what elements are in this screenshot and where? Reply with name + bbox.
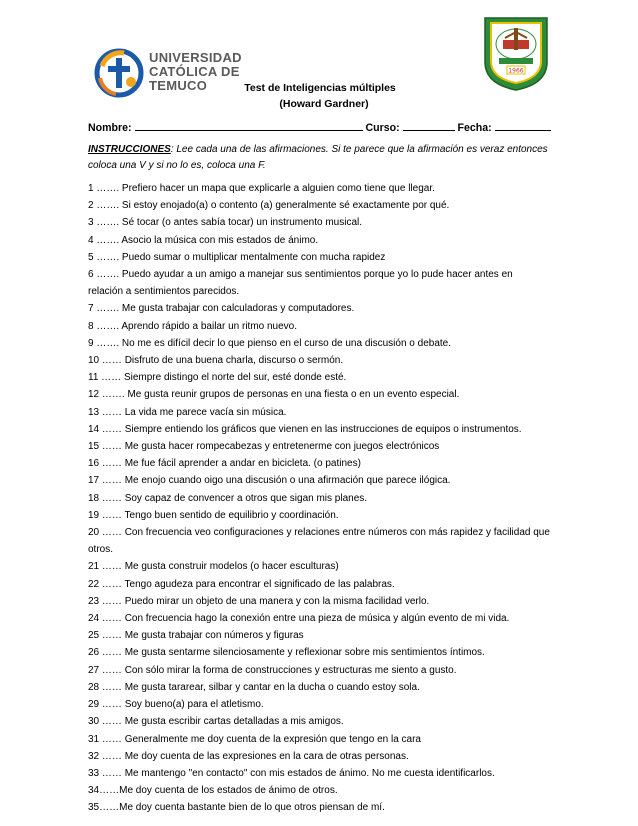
item-text: Tengo buen sentido de equilibrio y coordinación.	[124, 509, 339, 521]
answer-blank[interactable]: …….	[93, 320, 122, 332]
list-item	[88, 696, 550, 713]
list-item	[88, 335, 550, 352]
item-number: 16	[88, 458, 100, 470]
list-item	[88, 180, 550, 197]
item-text: No me es difícil decir lo que pienso en el curso de una discusión o debate.	[121, 337, 451, 349]
item-number: 24	[88, 613, 100, 625]
student-info-line	[88, 121, 551, 134]
item-number: 4	[88, 234, 94, 246]
answer-blank[interactable]: ……	[99, 492, 125, 504]
university-name-line1: UNIVERSIDAD	[149, 50, 242, 65]
item-text: Puedo mirar un objeto de una manera y con la misma facilidad verlo.	[124, 595, 430, 607]
answer-blank[interactable]: ……	[99, 647, 125, 659]
item-number: 22	[88, 578, 100, 590]
item-text: Soy capaz de convencer a otros que sigan mis planes.	[124, 492, 368, 504]
list-item	[88, 782, 550, 799]
item-number: 25	[88, 630, 100, 642]
answer-blank[interactable]: …….	[93, 251, 122, 263]
list-item	[88, 352, 550, 369]
item-text: Con frecuencia veo configuraciones y relaciones entre números con más rapidez y facilidad que otros.	[88, 527, 550, 556]
item-text: Puedo sumar o multiplicar mentalmente con mucha rapidez	[121, 251, 386, 263]
item-text: Prefiero hacer un mapa que explicarle a alguien como tiene que llegar.	[121, 183, 435, 194]
list-item	[88, 558, 550, 575]
list-item	[88, 627, 550, 644]
answer-blank[interactable]: ……	[99, 613, 125, 625]
item-text: Me doy cuenta de las expresiones en la cara de otras personas.	[124, 750, 409, 762]
curso-blank[interactable]	[403, 121, 455, 131]
seal-year: 1966	[508, 67, 524, 75]
answer-blank[interactable]: ……	[99, 630, 125, 642]
answer-blank[interactable]: …….	[93, 269, 122, 281]
answer-blank[interactable]: ……	[99, 681, 125, 693]
page-title: Test de Inteligencias múltiples	[244, 82, 396, 94]
item-number: 28	[88, 681, 100, 693]
item-text: Asocio la música con mis estados de ánimo.	[121, 234, 319, 246]
answer-blank[interactable]: ……	[98, 372, 124, 384]
item-number: 14	[88, 423, 100, 435]
item-text: Con frecuencia hago la conexión entre una pieza de música y algún evento de mi vida.	[124, 613, 510, 625]
instructions-label: INSTRUCCIONES	[88, 144, 171, 155]
item-number: 9	[88, 337, 94, 349]
answer-blank[interactable]: …….	[93, 303, 122, 315]
university-name-line3: TEMUCO	[149, 78, 208, 93]
item-number: 34	[88, 785, 100, 797]
item-text: Sé tocar (o antes sabía tocar) un instrumento musical.	[121, 217, 363, 229]
list-item	[88, 610, 550, 627]
fecha-label: Fecha:	[457, 122, 492, 134]
university-name-line2: CATÓLICA DE	[149, 64, 240, 79]
item-number: 2	[88, 200, 94, 212]
answer-blank[interactable]: …….	[93, 217, 122, 229]
instructions	[88, 142, 550, 174]
item-text: Aprendo rápido a bailar un ritmo nuevo.	[121, 320, 298, 332]
item-number: 18	[88, 492, 100, 504]
item-text: Me gusta escribir cartas detalladas a mis amigos.	[124, 716, 344, 728]
school-seal-icon	[481, 14, 551, 92]
list-item	[88, 507, 550, 524]
answer-blank[interactable]: ……	[99, 785, 120, 797]
item-number: 26	[88, 647, 100, 659]
answer-blank[interactable]: ……	[99, 578, 125, 590]
answer-blank[interactable]: ……	[99, 458, 125, 470]
list-item	[88, 421, 550, 438]
list-item	[88, 713, 550, 730]
list-item	[88, 731, 550, 748]
university-emblem-icon	[94, 48, 146, 98]
item-number: 5	[88, 251, 94, 263]
list-item	[88, 249, 550, 266]
item-text: La vida me parece vacía sin música.	[124, 406, 287, 418]
answer-blank[interactable]: ……	[99, 475, 125, 487]
item-number: 27	[88, 664, 100, 676]
list-item	[88, 318, 550, 335]
item-number: 11	[88, 372, 99, 384]
item-text: Disfruto de una buena charla, discurso o sermón.	[124, 355, 344, 367]
answer-blank[interactable]: ……	[99, 664, 125, 676]
item-text: Tengo agudeza para encontrar el significado de las palabras.	[124, 578, 395, 590]
answer-blank[interactable]: …….	[93, 183, 122, 194]
answer-blank[interactable]: ……	[99, 733, 125, 745]
school-seal	[481, 14, 551, 92]
item-number: 33	[88, 767, 100, 779]
item-text: Generalmente me doy cuenta de la expresión que tengo en la cara	[124, 733, 421, 745]
item-text: Siempre entiendo los gráficos que vienen en las instrucciones de equipos o instrumentos.	[124, 423, 522, 435]
item-number: 15	[88, 441, 100, 453]
item-number: 10	[88, 355, 100, 367]
list-item	[88, 765, 550, 782]
item-text: Me gusta reunir grupos de personas en una fiesta o en un evento especial.	[127, 389, 460, 401]
document-title	[220, 80, 420, 112]
item-number: 13	[88, 406, 100, 418]
item-number: 3	[88, 217, 94, 229]
answer-blank[interactable]: ……	[99, 561, 125, 573]
list-item	[88, 748, 550, 765]
list-item	[88, 455, 550, 472]
item-number: 23	[88, 595, 100, 607]
list-item	[88, 266, 550, 300]
item-text: Soy bueno(a) para el atletismo.	[124, 699, 264, 711]
list-item	[88, 197, 550, 214]
answer-blank[interactable]: ……	[99, 423, 125, 435]
item-text: Me gusta sentarme silenciosamente y reflexionar sobre mis sentimientos íntimos.	[124, 647, 485, 659]
answer-blank[interactable]: …….	[93, 200, 122, 212]
item-number: 30	[88, 716, 100, 728]
list-item	[88, 593, 550, 610]
page-subtitle: (Howard Gardner)	[279, 98, 369, 110]
item-text: Me doy cuenta de los estados de ánimo de otros.	[119, 785, 338, 797]
answer-blank[interactable]: ……	[99, 750, 125, 762]
list-item	[88, 404, 550, 421]
answer-blank[interactable]: ……	[99, 716, 125, 728]
item-text: Me gusta tararear, silbar y cantar en la ducha o cuando estoy sola.	[124, 681, 420, 693]
item-text: Me fue fácil aprender a andar en bicicleta. (o patines)	[124, 458, 361, 470]
item-number: 29	[88, 699, 100, 711]
list-item	[88, 386, 550, 403]
item-text: Me doy cuenta bastante bien de lo que otros piensan de mí.	[119, 802, 385, 814]
item-number: 6	[88, 269, 94, 281]
list-item	[88, 232, 550, 249]
item-number: 20	[88, 527, 100, 539]
curso-label: Curso:	[365, 122, 400, 134]
item-text: Me mantengo "en contacto" con mis estados de ánimo. No me cuesta identificarlos.	[124, 767, 495, 779]
list-item	[88, 662, 550, 679]
item-text: Me gusta hacer rompecabezas y entretenerme con juegos electrónicos	[124, 441, 440, 453]
answer-blank[interactable]: …….	[93, 234, 122, 246]
item-number: 1	[88, 183, 94, 194]
answer-blank[interactable]: ……	[99, 699, 125, 711]
list-item	[88, 576, 550, 593]
answer-blank[interactable]: ……	[99, 406, 125, 418]
item-text: Con sólo mirar la forma de construcciones y estructuras me siento a gusto.	[124, 664, 457, 676]
answer-blank[interactable]: ……	[99, 441, 125, 453]
instructions-text: : Lee cada una de las afirmaciones. Si te parece que la afirmación es veraz entonces coloca una V y si no lo es, coloca una F.	[88, 144, 548, 171]
list-item	[88, 799, 550, 816]
answer-blank[interactable]: ……	[99, 527, 125, 539]
fecha-blank[interactable]	[495, 121, 551, 131]
answer-blank[interactable]: ……	[99, 802, 120, 814]
list-item	[88, 644, 550, 661]
item-number: 35	[88, 802, 100, 814]
list-item	[88, 490, 550, 507]
item-text: Me enojo cuando oigo una discusión o una afirmación que parece ilógica.	[124, 475, 451, 487]
item-number: 21	[88, 561, 100, 573]
list-item	[88, 214, 550, 231]
item-number: 31	[88, 733, 100, 745]
item-text: Puedo ayudar a un amigo a manejar sus sentimientos porque yo lo pude hacer antes en relación a sentimientos parecidos.	[88, 269, 513, 298]
item-text: Si estoy enojado(a) o contento (a) generalmente sé exactamente por qué.	[121, 200, 450, 212]
item-number: 32	[88, 750, 100, 762]
answer-blank[interactable]: ……	[99, 767, 125, 779]
item-text: Me gusta trabajar con números y figuras	[124, 630, 304, 642]
item-number: 17	[88, 475, 100, 487]
answer-blank[interactable]: …….	[99, 389, 128, 401]
item-text: Siempre distingo el norte del sur, esté donde esté.	[123, 372, 347, 384]
list-item	[88, 438, 550, 455]
item-number: 12	[88, 389, 100, 401]
list-item	[88, 369, 550, 386]
nombre-blank[interactable]	[135, 121, 363, 131]
item-number: 7	[88, 303, 94, 315]
answer-blank[interactable]: ……	[99, 509, 125, 521]
statement-list	[88, 180, 550, 817]
item-text: Me gusta trabajar con calculadoras y computadores.	[121, 303, 355, 315]
item-text: Me gusta construir modelos (o hacer esculturas)	[124, 561, 339, 573]
nombre-label: Nombre:	[88, 122, 132, 134]
list-item	[88, 524, 550, 558]
item-number: 8	[88, 320, 94, 332]
answer-blank[interactable]: …….	[93, 337, 122, 349]
item-number: 19	[88, 509, 100, 521]
list-item	[88, 679, 550, 696]
list-item	[88, 472, 550, 489]
answer-blank[interactable]: ……	[99, 595, 125, 607]
list-item	[88, 300, 550, 317]
answer-blank[interactable]: ……	[99, 355, 125, 367]
